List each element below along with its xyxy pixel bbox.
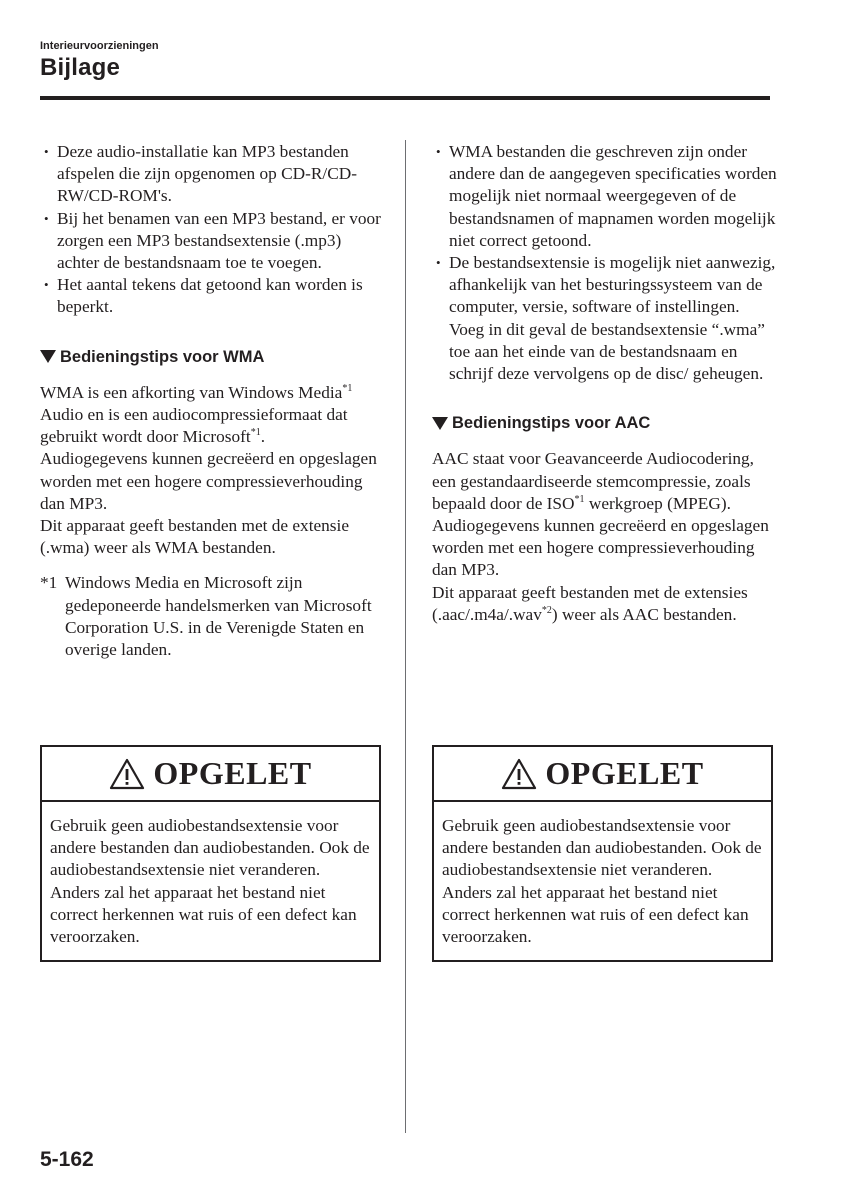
wma-paragraph xyxy=(40,382,385,449)
footnote-mark: *1 xyxy=(40,573,58,593)
footnote xyxy=(40,572,385,661)
list-item: • Bij het benamen van een MP3 bestand, er voor zorgen een MP3 bestandsextensie (.mp3) achter de bestandsnaam toe te voegen. xyxy=(40,208,385,275)
column-divider xyxy=(405,140,406,1133)
aac-heading xyxy=(432,412,777,434)
caution-title: OPGELET xyxy=(545,755,704,792)
footnote-ref: *2 xyxy=(541,604,552,616)
left-column xyxy=(40,141,385,947)
aac-text: Dit apparaat geeft bestanden met de extensies (.aac/.m4a/.wav xyxy=(432,582,748,624)
list-item: • Het aantal tekens dat getoond kan worden is beperkt. xyxy=(40,274,385,318)
caution-header xyxy=(434,747,771,802)
wma-heading xyxy=(40,346,385,368)
right-column xyxy=(432,141,777,947)
page-title: Bijlage xyxy=(40,54,121,81)
aac-heading-text: Bedieningstips voor AAC xyxy=(452,414,651,433)
wma-heading-text: Bedieningstips voor WMA xyxy=(60,347,265,366)
wma-paragraph: Dit apparaat geeft bestanden met de extensie (.wma) weer als WMA bestanden. xyxy=(40,516,350,558)
aac-paragraph xyxy=(432,448,777,581)
aac-paragraph xyxy=(432,582,777,626)
warning-triangle-icon xyxy=(109,758,145,790)
wma-text: WMA is een afkorting van Windows Media xyxy=(40,382,343,402)
caution-box xyxy=(40,745,381,962)
triangle-down-icon xyxy=(432,417,448,430)
right-bullet-list xyxy=(432,141,777,385)
aac-text: ) weer als AAC bestanden. xyxy=(551,604,737,624)
list-item: • WMA bestanden die geschreven zijn onder andere dan de aangegeven specificaties worden mogelijk niet normaal weergegeven of de bestandsnamen of mapnamen worden mogelijk niet correct getoond. xyxy=(432,141,777,252)
header-rule xyxy=(40,96,770,100)
footnote-ref: *1 xyxy=(574,493,585,505)
wma-text: . xyxy=(260,427,266,447)
caution-box xyxy=(432,745,773,962)
list-item: • De bestandsextensie is mogelijk niet aanwezig, afhankelijk van het besturingssysteem van de computer, versie, software of instellingen. Voeg in dit geval de bestandsextensie “.wma” toe aan het einde van de bestandsnaam en schrijf deze vervolgens op de disc/ geheugen. xyxy=(432,252,777,385)
caution-text: Gebruik geen audiobestandsextensie voor andere bestanden dan audiobestanden. Ook de audiobestandsextensie niet veranderen. Anders zal het apparaat het bestand niet correct herkennen wat ruis of een defect kan veroorzaken. xyxy=(442,816,762,947)
wma-text: Audio en is een audiocompressieformaat dat gebruikt wordt door Microsoft xyxy=(40,405,348,447)
warning-triangle-icon xyxy=(501,758,537,790)
page-number: 5-162 xyxy=(40,1148,94,1171)
footnote-ref: *1 xyxy=(342,382,353,394)
footnote-text: Windows Media en Microsoft zijn gedeponeerde handelsmerken van Microsoft Corporation U.S. in de Verenigde Staten en overige landen. xyxy=(65,573,372,660)
wma-paragraph: Audiogegevens kunnen gecreëerd en opgeslagen worden met een hogere compressieverhouding dan MP3. xyxy=(40,449,377,513)
left-bullet-list xyxy=(40,141,385,319)
caution-text: Gebruik geen audiobestandsextensie voor andere bestanden dan audiobestanden. Ook de audiobestandsextensie niet veranderen. Anders zal het apparaat het bestand niet correct herkennen wat ruis of een defect kan veroorzaken. xyxy=(50,816,370,947)
section-label: Interieurvoorzieningen xyxy=(40,40,159,52)
list-item: • Deze audio-installatie kan MP3 bestanden afspelen die zijn opgenomen op CD-R/CD-RW/CD-ROM's. xyxy=(40,141,385,208)
caution-title: OPGELET xyxy=(153,755,312,792)
footnote-ref: *1 xyxy=(250,427,261,439)
caution-header xyxy=(42,747,379,802)
triangle-down-icon xyxy=(40,350,56,363)
aac-text: AAC staat voor Geavanceerde Audiocodering, een gestandaardiseerde stemcompressie, zoals bepaald door de ISO xyxy=(432,449,754,513)
aac-text: werkgroep (MPEG). Audiogegevens kunnen gecreëerd en opgeslagen worden met een hogere compressieverhouding dan MP3. xyxy=(432,493,769,580)
